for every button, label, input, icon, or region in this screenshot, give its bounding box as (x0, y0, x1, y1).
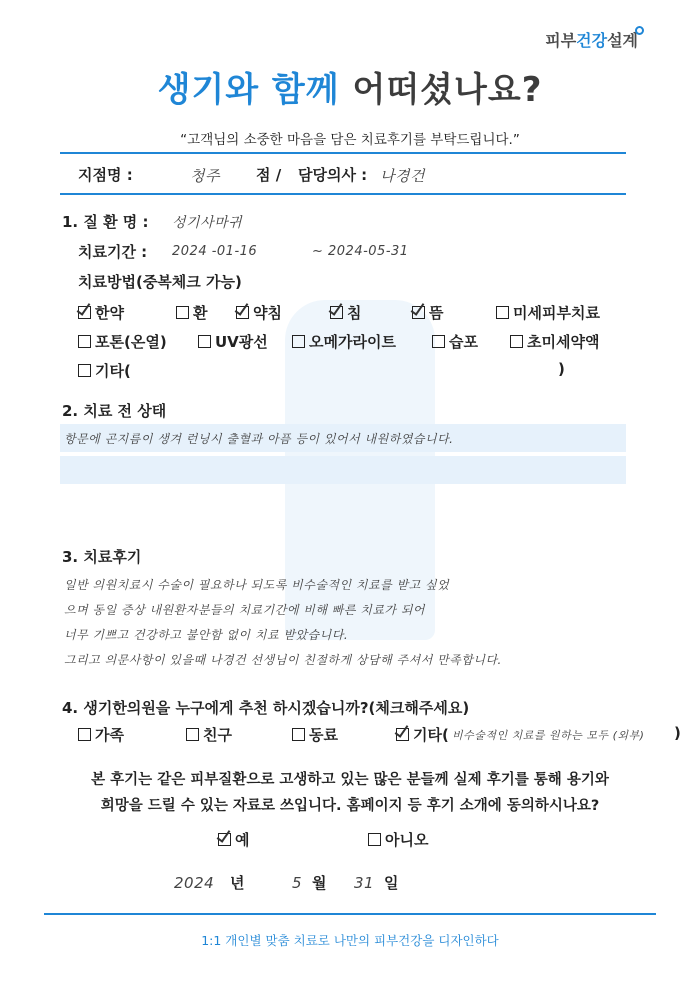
consent-no-label: 아니오 (385, 831, 429, 849)
period-end: 2024-05-31 (328, 244, 409, 259)
consent-yes-label: 예 (235, 831, 250, 849)
recommend-other-label: 기타( (413, 726, 449, 744)
checkbox-colleague[interactable] (292, 728, 305, 741)
option-pill-label: 환 (193, 304, 208, 322)
brand-suffix: 설계 (607, 31, 638, 50)
consent-yes[interactable] (218, 829, 250, 850)
date-year-label: 년 (230, 874, 245, 892)
date-day-value: 31 (354, 874, 375, 892)
bottom-rule (44, 913, 656, 915)
option-acupuncture-label: 침 (347, 304, 362, 322)
option-micro-skin-label: 미세피부치료 (513, 304, 600, 322)
branch-rule (60, 193, 626, 195)
option-photon-label: 포톤(온열) (95, 333, 167, 351)
consent-line-2: 희망을 드릴 수 있는 자료로 쓰입니다. 홈페이지 등 후기 소개에 동의하시나요? (100, 798, 600, 814)
brand-highlight: 건강 (576, 31, 608, 50)
top-rule (60, 152, 626, 154)
brand-prefix: 피부 (545, 31, 577, 50)
checkbox-uv[interactable] (198, 335, 211, 348)
checkbox-photon[interactable] (78, 335, 91, 348)
checkbox-other[interactable] (78, 364, 91, 377)
disease-label: 1. 질 환 명 : (62, 213, 149, 231)
footer-tagline: 1:1 개인별 맞춤 치료로 나만의 피부건강을 디자인하다 (201, 933, 499, 948)
option-uv[interactable] (198, 331, 268, 352)
checkbox-acupuncture[interactable] (330, 306, 343, 319)
checkbox-ultrafine[interactable] (510, 335, 523, 348)
checkbox-consent-no[interactable] (368, 833, 381, 846)
recommend-family-label: 가족 (95, 726, 124, 744)
option-uv-label: UV광선 (215, 333, 268, 351)
recommend-other-close: ) (674, 724, 681, 742)
title-blue: 생기와 함께 (157, 70, 340, 110)
page-title (0, 62, 700, 111)
date-year-value: 2024 (174, 874, 215, 892)
recommend-friend[interactable] (186, 724, 232, 745)
option-ultrafine-label: 초미세약액 (527, 333, 600, 351)
period-separator: ~ (312, 244, 324, 259)
checkbox-micro-skin[interactable] (496, 306, 509, 319)
option-moxibustion-label: 뜸 (429, 304, 444, 322)
option-pharmacopuncture[interactable] (236, 302, 282, 323)
section-review-heading: 3. 치료후기 (62, 548, 142, 566)
option-photon[interactable] (78, 331, 167, 352)
doctor-value: 나경건 (380, 167, 425, 185)
date-month-value: 5 (292, 874, 303, 892)
checkbox-consent-yes[interactable] (218, 833, 231, 846)
date-day-label: 일 (384, 874, 399, 892)
section-before-heading: 2. 치료 전 상태 (62, 402, 167, 420)
option-herbal-label: 한약 (95, 304, 124, 322)
branch-suffix: 점 / (256, 166, 282, 184)
review-line-1: 일반 의원치료시 수술이 필요하나 되도록 비수술적인 치료를 받고 싶었 (64, 578, 450, 592)
consent-no[interactable] (368, 829, 428, 850)
branch-label: 지점명 : (78, 166, 133, 184)
review-line-3: 너무 기쁘고 건강하고 불안함 없이 치료 받았습니다. (64, 628, 349, 642)
before-band-2 (60, 456, 626, 484)
branch-value: 청주 (190, 167, 220, 185)
option-ultrafine[interactable] (510, 331, 599, 352)
option-other-close: ) (558, 360, 565, 378)
checkbox-omega-light[interactable] (292, 335, 305, 348)
checkbox-friend[interactable] (186, 728, 199, 741)
option-compress-label: 습포 (449, 333, 478, 351)
option-acupuncture[interactable] (330, 302, 362, 323)
checkbox-compress[interactable] (432, 335, 445, 348)
checkbox-moxibustion[interactable] (412, 306, 425, 319)
checkbox-recommend-other[interactable] (396, 728, 409, 741)
option-omega-light[interactable] (292, 331, 396, 352)
before-state-text: 항문에 곤지름이 생겨 런닝시 출혈과 아픔 등이 있어서 내원하였습니다. (64, 432, 454, 446)
checkbox-pill[interactable] (176, 306, 189, 319)
option-omega-light-label: 오메가라이트 (309, 333, 396, 351)
option-herbal[interactable] (78, 302, 124, 323)
brand-logo (545, 28, 638, 51)
recommend-other[interactable] (396, 724, 449, 745)
option-pharmacopuncture-label: 약침 (253, 304, 282, 322)
option-other-label: 기타( (95, 362, 131, 380)
request-quote: “고객님의 소중한 마음을 담은 치료후기를 부탁드립니다.” (180, 132, 520, 148)
checkbox-pharmacopuncture[interactable] (236, 306, 249, 319)
recommend-colleague-label: 동료 (309, 726, 338, 744)
review-line-4: 그리고 의문사항이 있을때 나경건 선생님이 친절하게 상담해 주셔서 만족합니다. (64, 653, 502, 667)
recommend-colleague[interactable] (292, 724, 338, 745)
period-label: 치료기간 : (78, 243, 148, 261)
date-month-label: 월 (312, 874, 327, 892)
consent-line-1: 본 후기는 같은 피부질환으로 고생하고 있는 많은 분들께 실제 후기를 통해 용기와 (91, 772, 609, 788)
option-micro-skin[interactable] (496, 302, 600, 323)
recommend-other-value: 비수술적인 치료를 원하는 모두 (외부) (452, 729, 645, 742)
checkbox-herbal[interactable] (78, 306, 91, 319)
brand-dot-icon (635, 26, 644, 35)
option-compress[interactable] (432, 331, 478, 352)
option-other[interactable] (78, 360, 131, 381)
option-pill[interactable] (176, 302, 208, 323)
recommend-friend-label: 친구 (203, 726, 232, 744)
recommend-family[interactable] (78, 724, 124, 745)
title-dark: 어떠셨나요? (352, 70, 543, 110)
checkbox-family[interactable] (78, 728, 91, 741)
review-line-2: 으며 동일 증상 내원환자분들의 치료기간에 비해 빠른 치료가 되어 (64, 603, 426, 617)
doctor-label: 담당의사 : (298, 166, 368, 184)
disease-value: 성기사마귀 (172, 215, 243, 231)
period-start: 2024 -01-16 (172, 244, 258, 259)
option-moxibustion[interactable] (412, 302, 444, 323)
method-label: 치료방법(중복체크 가능) (78, 273, 242, 291)
section-recommend-heading: 4. 생기한의원을 누구에게 추천 하시겠습니까?(체크해주세요) (62, 699, 470, 717)
